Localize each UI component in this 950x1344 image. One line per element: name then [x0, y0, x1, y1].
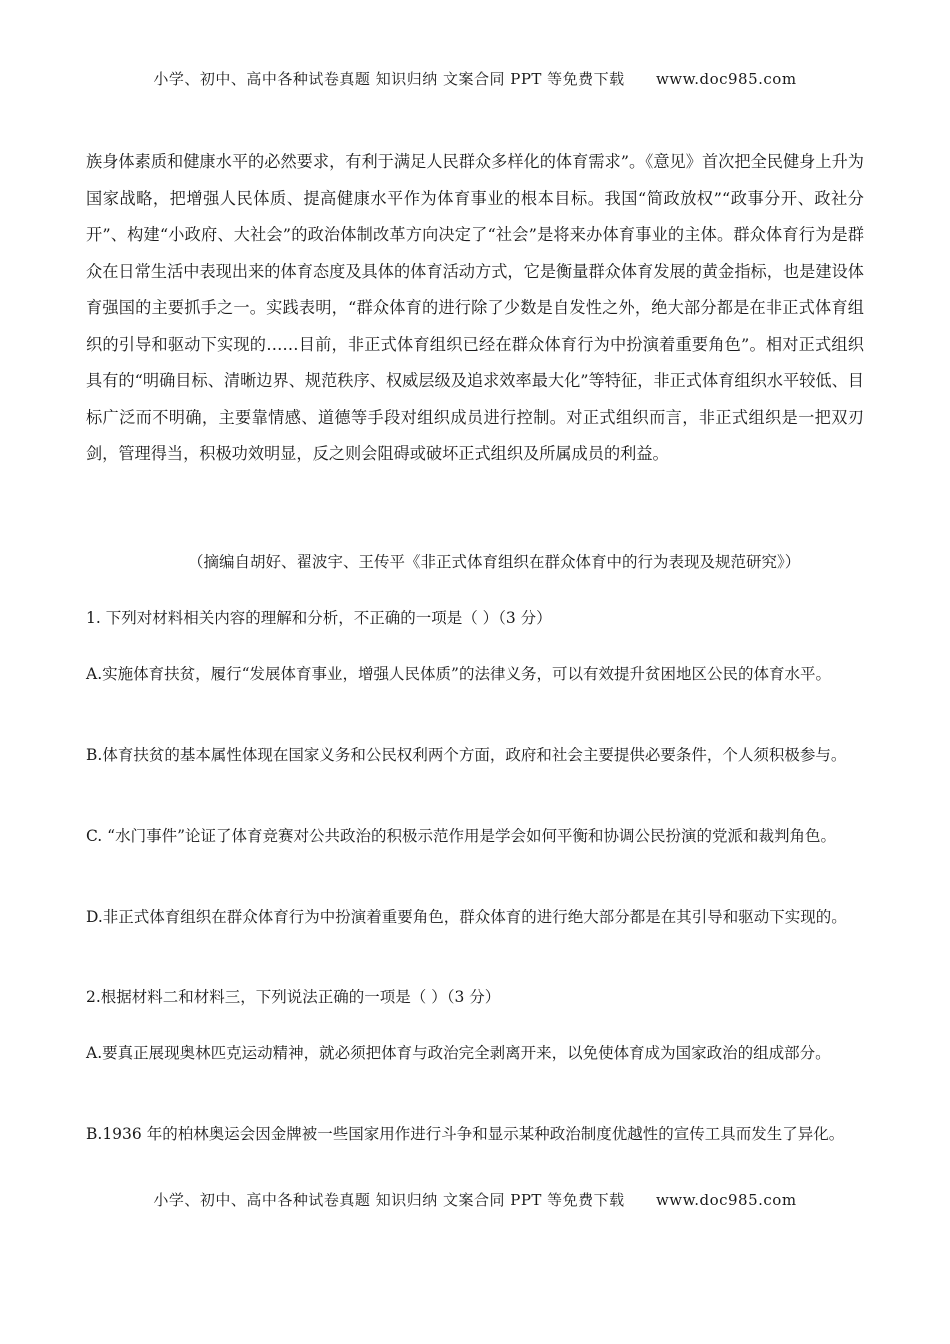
question-1-option-c: C. “水门事件”论证了体育竞赛对公共政治的积极示范作用是学会如何平衡和协调公民扮演的党派和裁判角色。 — [86, 827, 837, 845]
passage-text: 族身体素质和健康水平的必然要求，有利于满足人民群众多样化的体育需求”。《意见》首次把全民健身上升为国家战略，把增强人民体质、提高健康水平作为体育事业的根本目标。我国“简政放权”“政事分开、政社分开”、构建“小政府、大社会”的政治体制改革方向决定了“社会”是将来办体育事业的主体。群众体育行为是群众在日常生活中表现出来的体育态度及具体的体育活动方式，它是衡量群众体育发展的黄金指标，也是建设体育强国的主要抓手之一。实践表明，“群众体育的进行除了少数是自发性之外，绝大部分都是在非正式体育组织的引导和驱动下实现的……目前，非正式体育组织已经在群众体育行为中扮演着重要角色”。相对正式组织具有的“明确目标、清晰边界、规范秩序、权威层级及追求效率最大化”等特征，非正式体育组织水平较低、目标广泛而不明确，主要靠情感、道德等手段对组织成员进行控制。对正式组织而言，非正式组织是一把双刃剑，管理得当，积极功效明显，反之则会阻碍或破坏正式组织及所属成员的利益。 — [86, 152, 864, 463]
page-footer — [0, 1189, 950, 1210]
footer-ad-text: 小学、初中、高中各种试卷真题 知识归纳 文案合同 PPT 等免费下载 — [153, 1191, 625, 1209]
footer-site-url[interactable]: www.doc985.com — [655, 1191, 797, 1209]
question-2-stem: 2.根据材料二和材料三，下列说法正确的一项是（ ）（3 分） — [86, 988, 501, 1006]
page-header — [0, 68, 950, 89]
source-citation: （摘编自胡好、翟波宇、王传平《非正式体育组织在群众体育中的行为表现及规范研究》） — [188, 553, 801, 571]
question-1-stem: 1. 下列对材料相关内容的理解和分析，不正确的一项是（ ）（3 分） — [86, 609, 552, 627]
question-1-option-d: D.非正式体育组织在群众体育行为中扮演着重要角色，群众体育的进行绝大部分都是在其引导和驱动下实现的。 — [86, 908, 847, 926]
question-2-option-a: A.要真正展现奥林匹克运动精神，就必须把体育与政治完全剥离开来，以免使体育成为国家政治的组成部分。 — [86, 1044, 831, 1062]
question-2-option-b: B.1936 年的柏林奥运会因金牌被一些国家用作进行斗争和显示某种政治制度优越性的宣传工具而发生了异化。 — [86, 1125, 845, 1143]
question-1-option-b: B.体育扶贫的基本属性体现在国家义务和公民权利两个方面，政府和社会主要提供必要条件，个人须积极参与。 — [86, 746, 847, 764]
question-1-option-a: A.实施体育扶贫，履行“发展体育事业，增强人民体质”的法律义务，可以有效提升贫困地区公民的体育水平。 — [86, 665, 831, 683]
header-ad-text: 小学、初中、高中各种试卷真题 知识归纳 文案合同 PPT 等免费下载 — [153, 70, 625, 88]
header-site-url[interactable]: www.doc985.com — [655, 70, 797, 88]
